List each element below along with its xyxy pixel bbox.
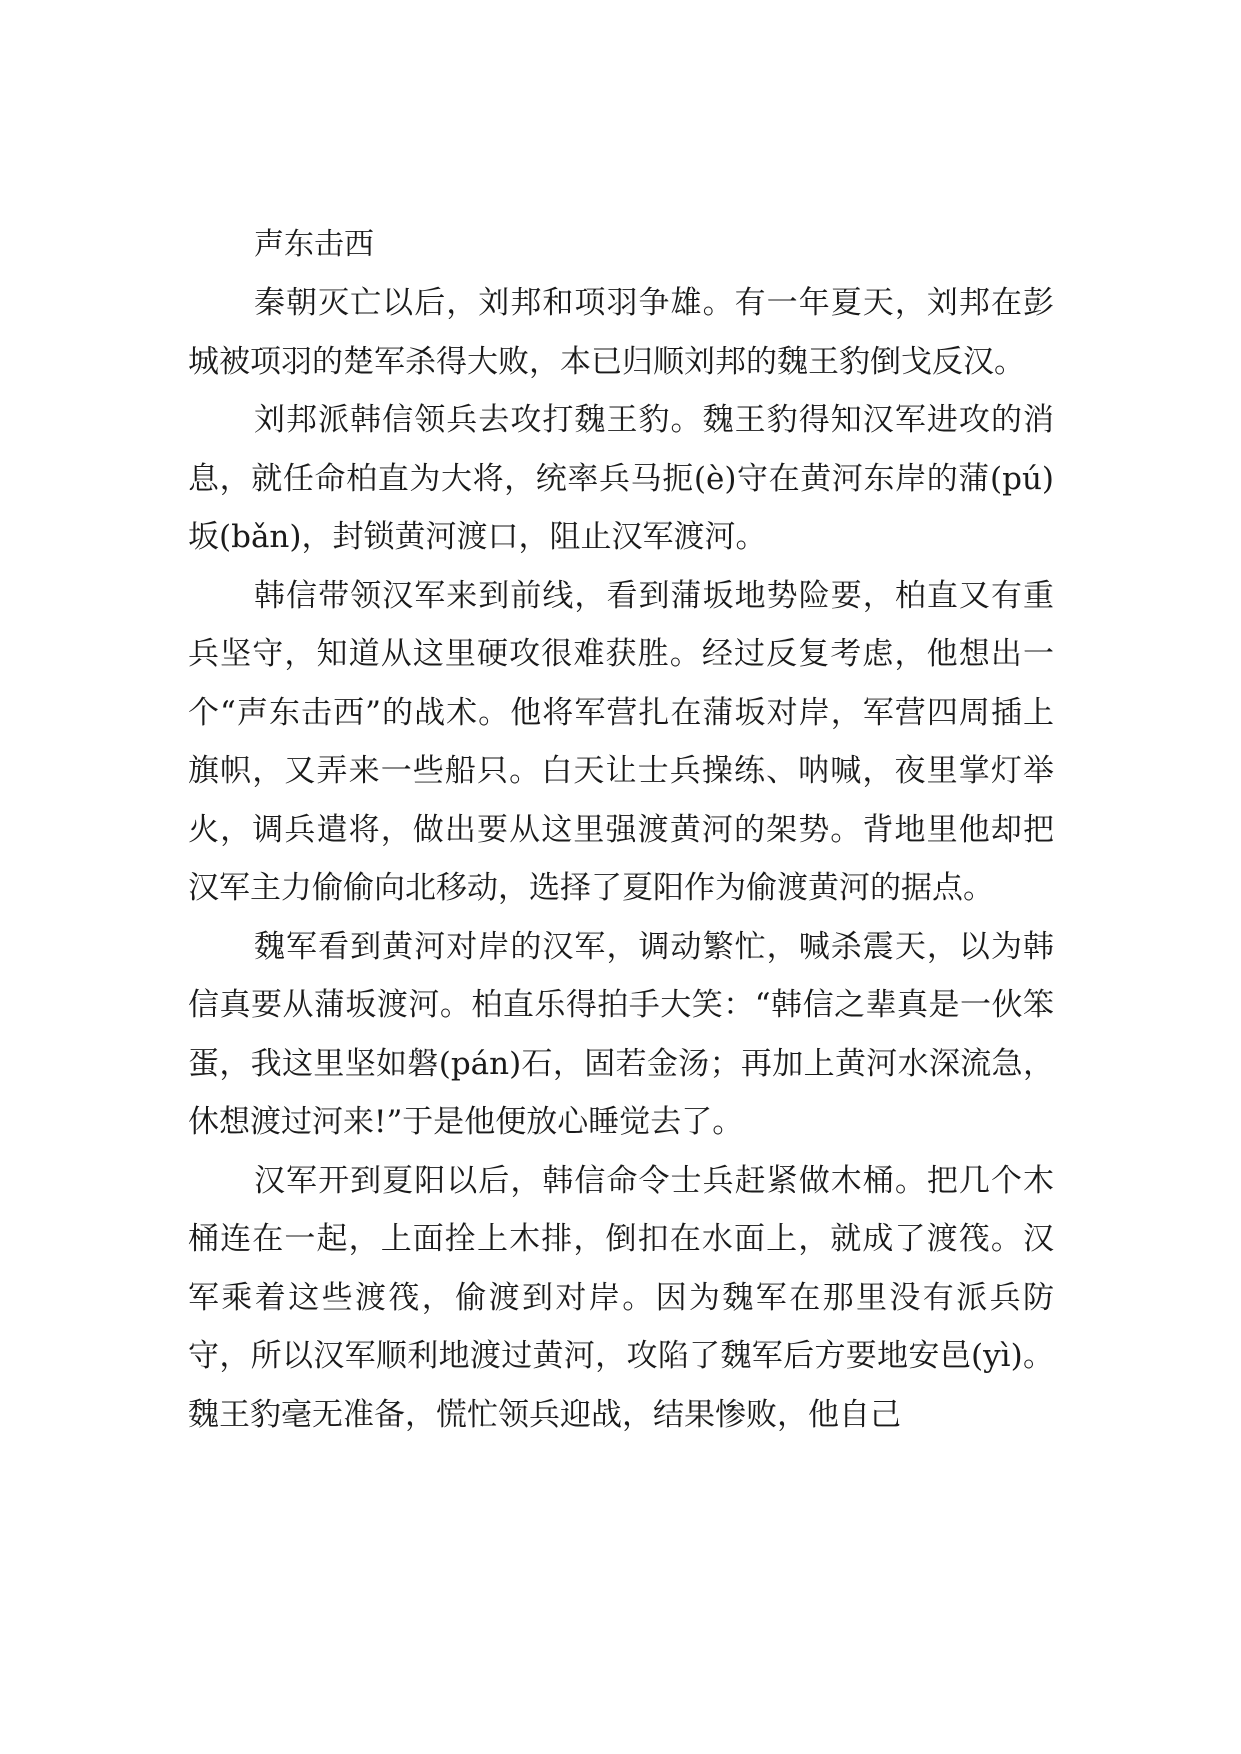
- paragraph-3: 韩信带领汉军来到前线，看到蒲坂地势险要，柏直又有重兵坚守，知道从这里硬攻很难获胜。经过反复考虑，他想出一个“声东击西”的战术。他将军营扎在蒲坂对岸，军营四周插上旗帜，又弄来一些船只。白天让士兵操练、呐喊，夜里掌灯举火，调兵遣将，做出要从这里强渡黄河的架势。背地里他却把汉军主力偷偷向北移动，选择了夏阳作为偷渡黄河的据点。: [188, 577, 1054, 906]
- paragraph-5: 汉军开到夏阳以后，韩信命令士兵赶紧做木桶。把几个木桶连在一起，上面拴上木排，倒扣在水面上，就成了渡筏。汉军乘着这些渡筏，偷渡到对岸。因为魏军在那里没有派兵防守，所以汉军顺利地渡过黄河，攻陷了魏军后方要地安邑(yì)。魏王豹毫无准备，慌忙领兵迎战，结果惨败，他自己: [188, 1162, 1054, 1433]
- paragraph-1: 秦朝灭亡以后，刘邦和项羽争雄。有一年夏天，刘邦在彭城被项羽的楚军杀得大败，本已归顺刘邦的魏王豹倒戈反汉。: [188, 285, 1054, 380]
- document-title: 声东击西: [254, 227, 374, 262]
- document-body: [188, 216, 1054, 1444]
- paragraph-2: 刘邦派韩信领兵去攻打魏王豹。魏王豹得知汉军进攻的消息，就任命柏直为大将，统率兵马扼(è)守在黄河东岸的蒲(pú)坂(bǎn)，封锁黄河渡口，阻止汉军渡河。: [188, 402, 1054, 555]
- paragraph-4: 魏军看到黄河对岸的汉军，调动繁忙，喊杀震天，以为韩信真要从蒲坂渡河。柏直乐得拍手大笑：“韩信之辈真是一伙笨蛋，我这里坚如磐(pán)石，固若金汤；再加上黄河水深流急，休想渡过河来!”于是他便放心睡觉去了。: [188, 928, 1054, 1140]
